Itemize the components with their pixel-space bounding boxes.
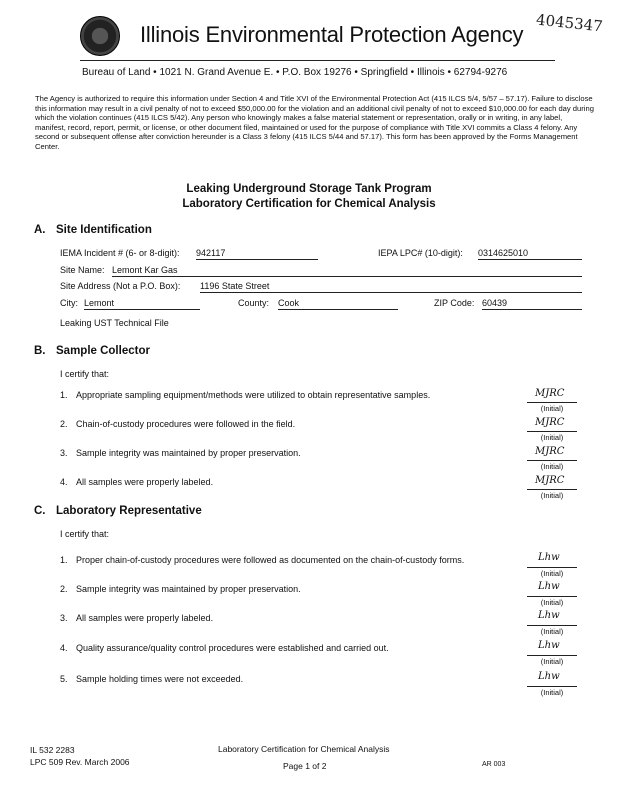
item-text: Proper chain-of-custody procedures were followed as documented on the chain-of-custody forms. bbox=[76, 555, 465, 565]
section-c-heading bbox=[34, 505, 202, 517]
item-text: Appropriate sampling equipment/methods were utilized to obtain representative samples. bbox=[76, 390, 431, 400]
section-c-letter: C. bbox=[34, 505, 46, 517]
section-c-title: Laboratory Representative bbox=[56, 505, 202, 517]
site-address-field[interactable]: 1196 State Street bbox=[200, 281, 582, 293]
site-name-field[interactable]: Lemont Kar Gas bbox=[112, 265, 582, 277]
footer-form-id: IL 532 2283 bbox=[30, 745, 75, 755]
initial-line[interactable] bbox=[527, 489, 577, 490]
initial-label: (Initial) bbox=[540, 569, 564, 578]
initial-label: (Initial) bbox=[540, 462, 564, 471]
agency-address: Bureau of Land • 1021 N. Grand Avenue E. • P.O. Box 19276 • Springfield • Illinois • 62794-9276 bbox=[82, 67, 508, 78]
footer-page-number: Page 1 of 2 bbox=[283, 761, 327, 771]
legal-notice: The Agency is authorized to require this information under Section 4 and Title XVI of the Environmental Protection Act (415 ILCS 5/4, 5/57 – 57.17). Failure to disclose this information may result in a civil penalty of not to exceed $50,000.00 for the violation and an additional civil penalty of not to exceed $10,000.00 for each day during which the violation continues (415 ILCS 5/42). Any person who knowingly makes a false material statement or representation, orally or in writing, in any label, manifest, record, report, permit, or license, or other document filed, maintained or used for the purpose of compliance with Title XVI commits a Class 4 felony. Any second or subsequent offense after conviction hereunder is a Class 3 felony (415 ILCS 5/44 and 57.17). This form has been approved by the Forms Management Center. bbox=[35, 94, 594, 151]
section-c-certify: I certify that: bbox=[60, 529, 110, 539]
item-text: Sample integrity was maintained by proper preservation. bbox=[76, 584, 301, 594]
initial-label: (Initial) bbox=[540, 627, 564, 636]
item-text: All samples were properly labeled. bbox=[76, 613, 214, 623]
initial-line[interactable] bbox=[527, 596, 577, 597]
zip-code-field[interactable]: 60439 bbox=[482, 298, 582, 310]
iepa-lpc-label: IEPA LPC# (10-digit): bbox=[378, 248, 463, 258]
initial-label: (Initial) bbox=[540, 657, 564, 666]
letterhead-divider bbox=[80, 60, 555, 61]
footer-form-title: Laboratory Certification for Chemical Analysis bbox=[218, 744, 390, 754]
county-label: County: bbox=[238, 298, 270, 308]
initial-label: (Initial) bbox=[540, 491, 564, 500]
item-number: 3. bbox=[60, 613, 68, 623]
site-name-label: Site Name: bbox=[60, 265, 105, 275]
initials-signature: Lhw bbox=[538, 640, 560, 651]
item-number: 1. bbox=[60, 390, 68, 400]
initial-line[interactable] bbox=[527, 460, 577, 461]
program-title: Leaking Underground Storage Tank Program bbox=[186, 183, 432, 195]
initials-signature: MJRC bbox=[535, 388, 565, 399]
initials-signature: Lhw bbox=[538, 552, 560, 563]
item-number: 1. bbox=[60, 555, 68, 565]
initial-line[interactable] bbox=[527, 625, 577, 626]
agency-title: Illinois Environmental Protection Agency bbox=[140, 22, 524, 47]
initial-label: (Initial) bbox=[540, 404, 564, 413]
initials-signature: MJRC bbox=[535, 417, 565, 428]
initial-label: (Initial) bbox=[540, 433, 564, 442]
item-number: 2. bbox=[60, 584, 68, 594]
initial-line[interactable] bbox=[527, 686, 577, 687]
item-text: Sample holding times were not exceeded. bbox=[76, 674, 244, 684]
iepa-lpc-field[interactable]: 0314625010 bbox=[478, 248, 582, 260]
item-text: Quality assurance/quality control procedures were established and carried out. bbox=[76, 643, 389, 653]
item-number: 4. bbox=[60, 477, 68, 487]
item-number: 3. bbox=[60, 448, 68, 458]
agency-seal-icon bbox=[80, 16, 120, 56]
handwritten-document-number: 4045347 bbox=[535, 10, 604, 36]
iema-incident-field[interactable]: 942117 bbox=[196, 248, 318, 260]
section-b-heading bbox=[34, 345, 150, 357]
item-number: 2. bbox=[60, 419, 68, 429]
initials-signature: Lhw bbox=[538, 671, 560, 682]
section-b-letter: B. bbox=[34, 345, 46, 357]
initial-line[interactable] bbox=[527, 567, 577, 568]
initial-line[interactable] bbox=[527, 655, 577, 656]
section-a-heading bbox=[34, 224, 152, 236]
initials-signature: Lhw bbox=[538, 610, 560, 621]
initials-signature: Lhw bbox=[538, 581, 560, 592]
initials-signature: MJRC bbox=[535, 446, 565, 457]
section-b-title: Sample Collector bbox=[56, 345, 150, 357]
item-number: 4. bbox=[60, 643, 68, 653]
initial-label: (Initial) bbox=[540, 688, 564, 697]
iema-incident-label: IEMA Incident # (6- or 8-digit): bbox=[60, 248, 180, 258]
form-title: Laboratory Certification for Chemical Analysis bbox=[182, 198, 436, 210]
initial-line[interactable] bbox=[527, 431, 577, 432]
initial-line[interactable] bbox=[527, 402, 577, 403]
site-address-label: Site Address (Not a P.O. Box): bbox=[60, 281, 181, 291]
zip-code-label: ZIP Code: bbox=[434, 298, 475, 308]
county-field[interactable]: Cook bbox=[278, 298, 398, 310]
item-text: Sample integrity was maintained by proper preservation. bbox=[76, 448, 301, 458]
item-text: All samples were properly labeled. bbox=[76, 477, 214, 487]
section-b-certify: I certify that: bbox=[60, 369, 110, 379]
initial-label: (Initial) bbox=[540, 598, 564, 607]
city-label: City: bbox=[60, 298, 78, 308]
section-a-title: Site Identification bbox=[56, 224, 152, 236]
initials-signature: MJRC bbox=[535, 475, 565, 486]
technical-file-label: Leaking UST Technical File bbox=[60, 318, 169, 328]
city-field[interactable]: Lemont bbox=[84, 298, 200, 310]
item-number: 5. bbox=[60, 674, 68, 684]
footer-stamp: AR 003 bbox=[482, 761, 506, 768]
footer-form-revision: LPC 509 Rev. March 2006 bbox=[30, 757, 130, 767]
section-a-letter: A. bbox=[34, 224, 46, 236]
item-text: Chain-of-custody procedures were followed in the field. bbox=[76, 419, 296, 429]
